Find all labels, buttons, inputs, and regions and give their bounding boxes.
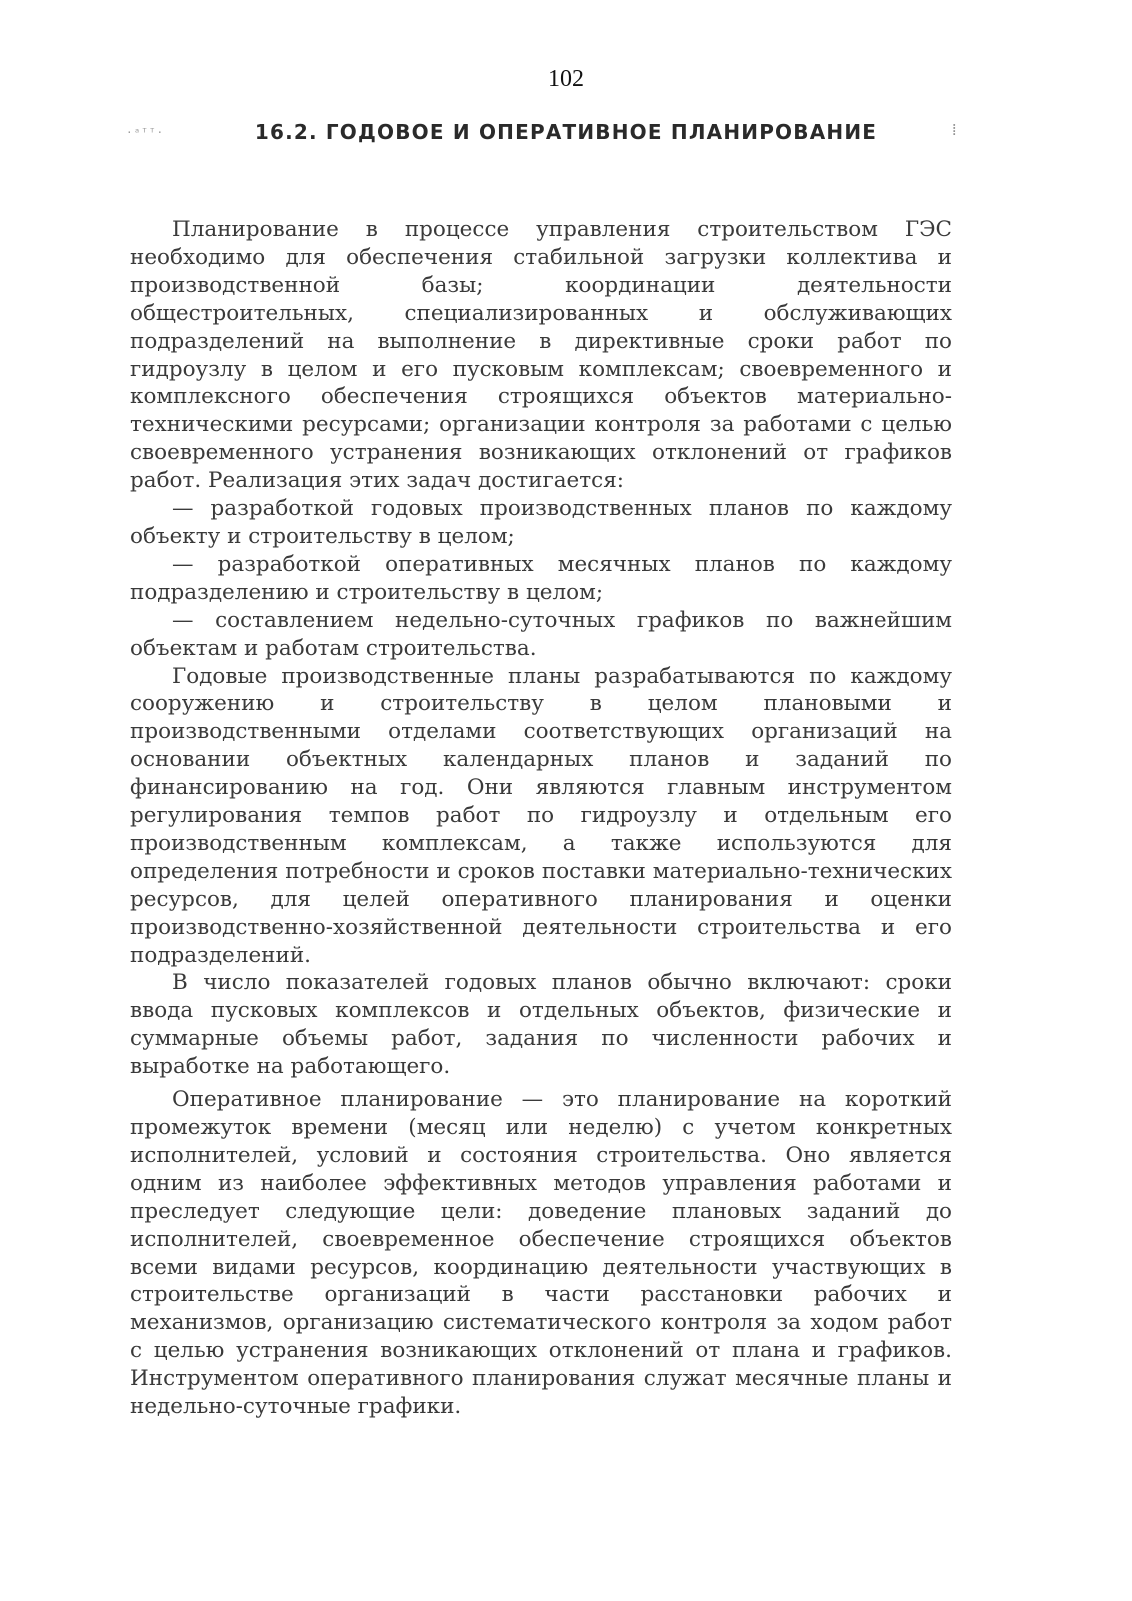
list-item: — разработкой оперативных месячных планов по каждому подразделению и строительству в целом; — [130, 551, 952, 605]
paragraph: Годовые производственные планы разрабатываются по каждому сооружению и строительству в целом плановыми и производственными отделами соответствующих организаций на основании объектных календарных планов и заданий по финансированию на год. Они являются главным инструментом регулирования темпов работ по гидроузлу и отдельным его производственным комплексам, а также используются для определения потребности и сроков поставки материально-технических ресурсов, для целей оперативного планирования и оценки производственно-хозяйственной деятельности строительства и его подразделений. — [130, 663, 952, 968]
section-title: ГОДОВОЕ И ОПЕРАТИВНОЕ ПЛАНИРОВАНИЕ — [325, 120, 878, 144]
section-heading — [0, 120, 1132, 144]
page-number: 102 — [548, 66, 584, 92]
paragraph: В число показателей годовых планов обычно включают: сроки ввода пусковых комплексов и отдельных объектов, физические и суммарные объемы работ, задания по численности рабочих и выработке на работающего. — [130, 970, 952, 1080]
list-item: — составлением недельно-суточных графиков по важнейшим объектам и работам строительства. — [130, 607, 952, 661]
list-item: — разработкой годовых производственных планов по каждому объекту и строительству в целом; — [130, 496, 952, 549]
paragraph: Оперативное планирование — это планирование на короткий промежуток времени (месяц или неделю) с учетом конкретных исполнителей, условий и состояния строительства. Оно является одним из наиболее эффективных методов управления работами и преследует следующие цели: доведение плановых заданий до исполнителей, своевременное обеспечение строящихся объектов всеми видами ресурсов, координацию деятельности участвующих в строительстве организаций в части расстановки рабочих и механизмов, организацию систематического контроля за ходом работ с целью устранения возникающих отклонений от плана и графиков. Инструментом оперативного планирования служат месячные планы и недельно-суточные графики. — [130, 1087, 952, 1420]
body-text — [130, 216, 952, 1421]
scan-artifact-mark: ⁞ — [952, 120, 957, 139]
scan-artifact-mark: ·ᵃᵀᵀ· — [126, 126, 165, 139]
paragraph: Планирование в процессе управления строительством ГЭС необходимо для обеспечения стабильной загрузки коллектива и производственной базы; координации деятельности общестроительных, специализированных и обслуживающих подразделений на выполнение в директивные сроки работ по гидроузлу в целом и его пусковым комплексам; своевременного и комплексного обеспечения строящихся объектов материально-техническими ресурсами; организации контроля за работами с целью своевременного устранения возникающих отклонений от графиков работ. Реализация этих задач достигается: — [130, 217, 952, 494]
section-number: 16.2. — [254, 120, 318, 144]
